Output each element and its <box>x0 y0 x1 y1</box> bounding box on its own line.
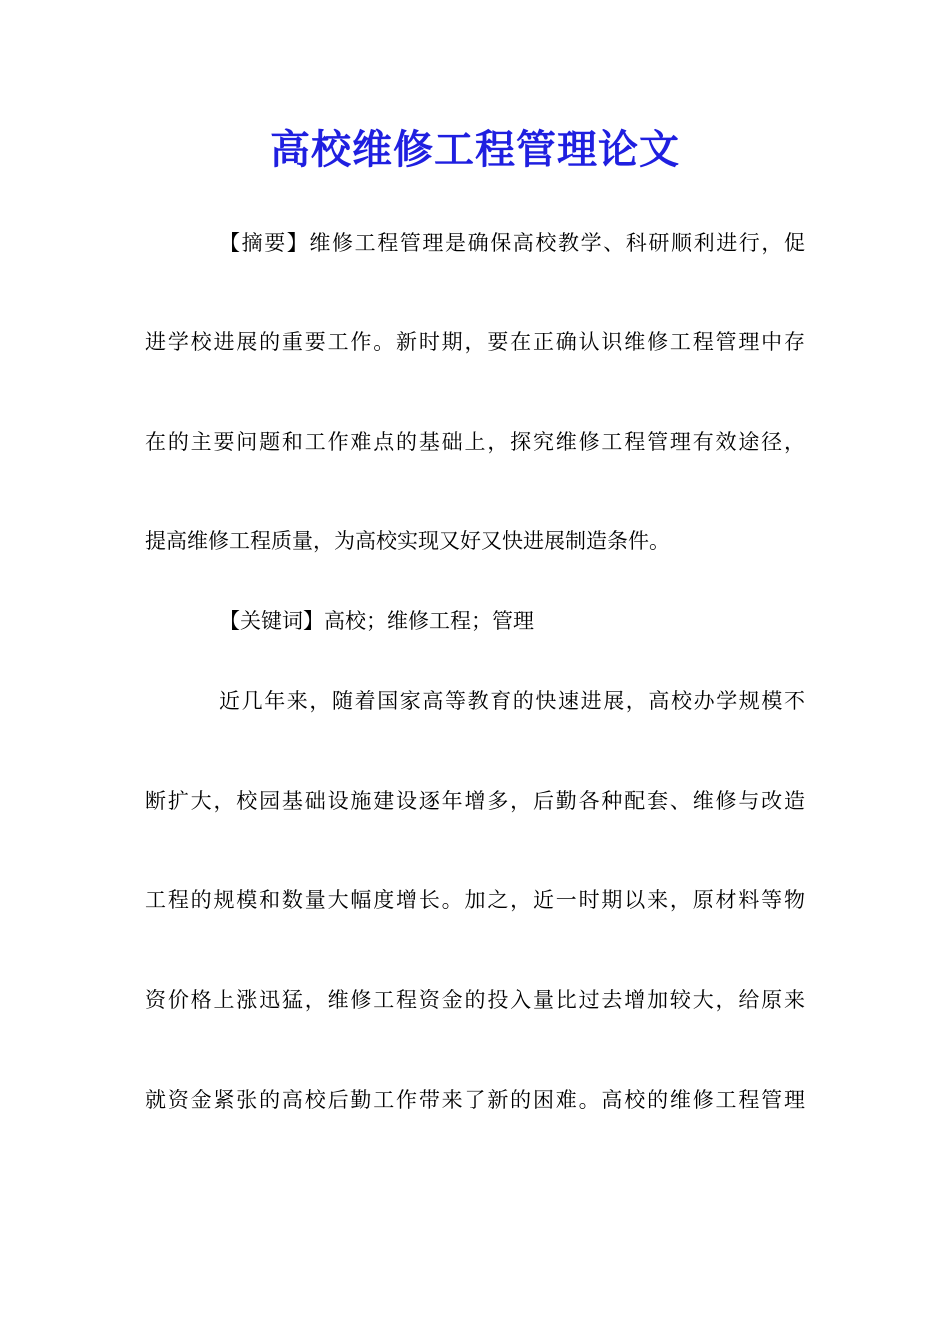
document-title: 高校维修工程管理论文 <box>270 126 680 173</box>
body-line: 断扩大，校园基础设施建设逐年增多，后勤各种配套、维修与改造 <box>145 789 805 813</box>
body-line: 近几年来，随着国家高等教育的快速进展，高校办学规模不 <box>219 689 805 713</box>
abstract-line: 进学校进展的重要工作。新时期，要在正确认识维修工程管理中存 <box>145 330 805 354</box>
abstract-line: 提高维修工程质量，为高校实现又好又快进展制造条件。 <box>145 529 670 553</box>
body-line: 资价格上涨迅猛，维修工程资金的投入量比过去增加较大，给原来 <box>145 988 805 1012</box>
keywords-line: 【关键词】高校；维修工程；管理 <box>219 609 534 633</box>
abstract-line: 【摘要】维修工程管理是确保高校教学、科研顺利进行，促 <box>219 231 805 255</box>
body-line: 就资金紧张的高校后勤工作带来了新的困难。高校的维修工程管理 <box>145 1088 805 1112</box>
body-line: 工程的规模和数量大幅度增长。加之，近一时期以来，原材料等物 <box>145 888 805 912</box>
abstract-line: 在的主要问题和工作难点的基础上，探究维修工程管理有效途径， <box>145 430 805 454</box>
